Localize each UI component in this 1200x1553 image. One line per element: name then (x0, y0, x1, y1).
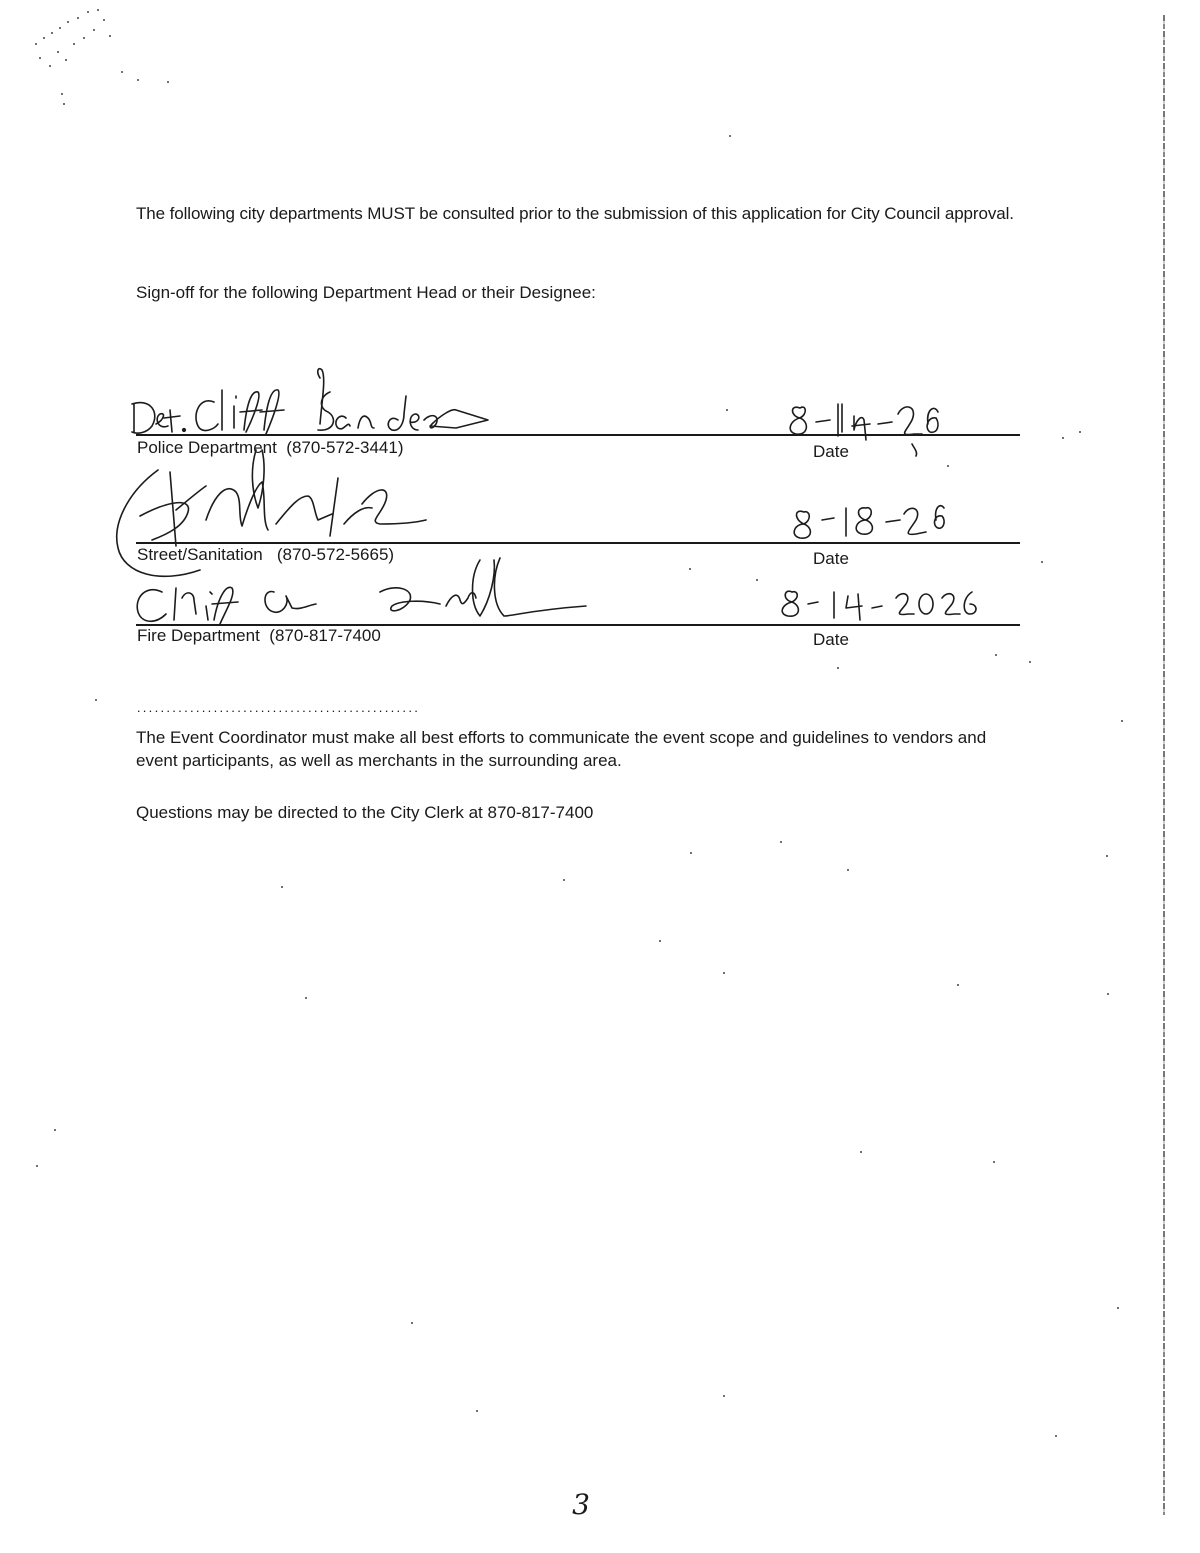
scan-edge-artifact (1163, 15, 1165, 1515)
fire-department-name: Fire Department (137, 626, 260, 645)
police-signature-line (136, 434, 1020, 436)
intro-paragraph: The following city departments MUST be consulted prior to the submission of this application for City Council approval. (136, 204, 1014, 223)
police-department-phone: (870-572-3441) (286, 438, 404, 457)
fire-handwritten-date (782, 591, 976, 620)
police-department-name: Police Department (137, 438, 277, 457)
fire-signature (137, 558, 586, 624)
signoff-instruction: Sign-off for the following Department Head or their Designee: (136, 283, 596, 302)
police-date-label: Date (813, 442, 849, 461)
street-sanitation-phone: (870-572-5665) (276, 545, 395, 564)
fire-date-label: Date (813, 630, 849, 649)
questions-contact: Questions may be directed to the City Clerk at 870-817-7400 (136, 803, 594, 822)
street-sanitation-date-label: Date (813, 549, 849, 568)
street-sanitation-label (137, 545, 394, 565)
dotted-separator: ................................................ (136, 705, 420, 715)
event-coordinator-note: The Event Coordinator must make all best efforts to communicate the event scope and guidelines to vendors and event participants, as well as merchants in the surrounding area. (136, 728, 987, 770)
fire-department-label (137, 626, 381, 646)
street-sanitation-name: Street/Sanitation (137, 545, 263, 564)
page-number: 3 (572, 1488, 590, 1521)
police-signature (132, 369, 488, 434)
street-sanitation-signature-line (136, 542, 1020, 544)
fire-department-phone: (870-817-7400 (269, 626, 381, 645)
street-sanitation-handwritten-date (794, 506, 944, 539)
police-department-label (137, 438, 404, 458)
